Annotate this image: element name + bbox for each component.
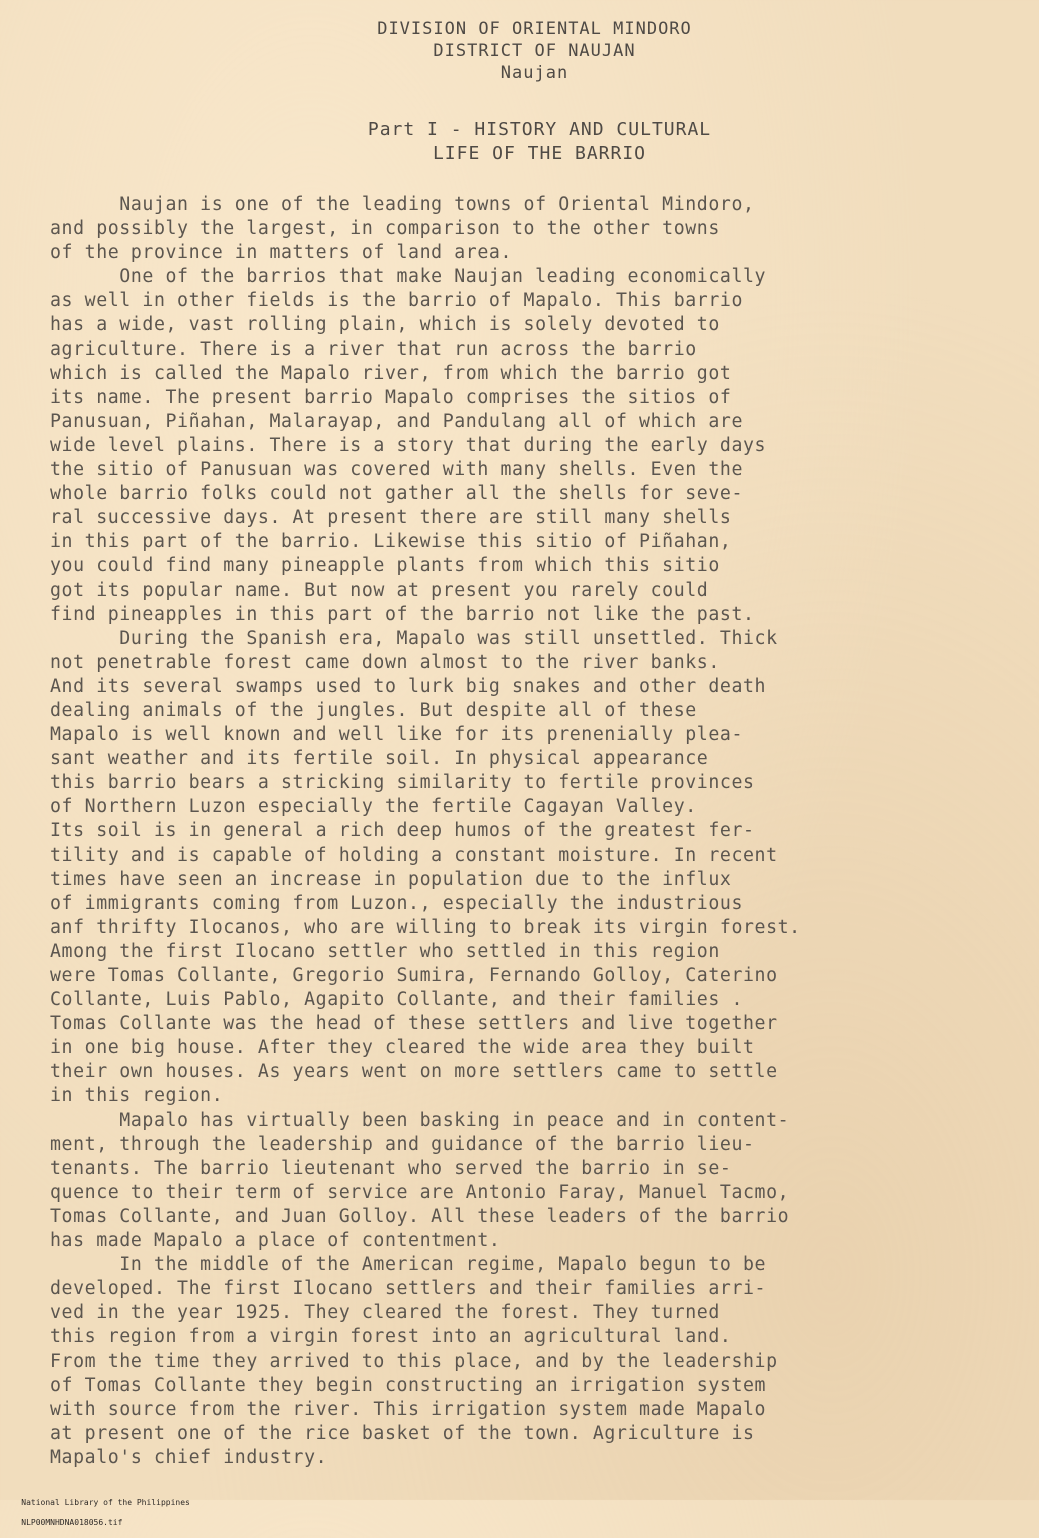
text-line: got its popular name. But now at present you rarely could bbox=[50, 579, 709, 601]
text-line: Mapalo's chief industry. bbox=[50, 1446, 328, 1468]
text-line: Mapalo is well known and well like for its prenenially plea- bbox=[50, 724, 743, 746]
text-line: tenants. The barrio lieutenant who served the barrio in se- bbox=[50, 1157, 732, 1179]
text-line: of Tomas Collante they begin constructing an irrigation system bbox=[50, 1374, 767, 1396]
footer-library-name: National Library of the Philippines bbox=[21, 1498, 190, 1507]
text-line: of the province in matters of land area. bbox=[50, 242, 512, 264]
text-line: with source from the river. This irrigation system made Mapalo bbox=[50, 1398, 767, 1420]
text-line: Mapalo has virtually been basking in peace and in content- bbox=[50, 1109, 790, 1131]
text-line: From the time they arrived to this place, and by the leadership bbox=[50, 1350, 778, 1372]
text-line: Tomas Collante was the head of these settlers and live together bbox=[50, 1013, 778, 1035]
text-line: this region from a virgin forest into an agricultural land. bbox=[50, 1326, 732, 1348]
part-title-line-1: Part I - HISTORY AND CULTURAL bbox=[367, 119, 712, 140]
text-line: tility and is capable of holding a constant moisture. In recent bbox=[50, 844, 778, 866]
text-line: you could find many pineapple plants from which this sitio bbox=[50, 555, 720, 577]
text-line: of Northern Luzon especially the fertile Cagayan Valley. bbox=[50, 796, 697, 818]
text-line: in this part of the barrio. Likewise this sitio of Piñahan, bbox=[50, 531, 732, 553]
scan-footer bbox=[2, 1488, 1032, 1538]
text-line: of immigrants coming from Luzon., especially the industrious bbox=[50, 892, 743, 914]
text-line: has made Mapalo a place of contentment. bbox=[50, 1230, 501, 1252]
text-line: has a wide, vast rolling plain, which is solely devoted to bbox=[50, 314, 720, 336]
district-heading: DISTRICT OF NAUJAN bbox=[433, 41, 636, 61]
text-line: whole barrio folks could not gather all the shells for seve- bbox=[50, 483, 743, 505]
text-line: in this region. bbox=[50, 1085, 224, 1107]
text-line: developed. The first Ilocano settlers and their families arri- bbox=[50, 1278, 767, 1300]
text-line: anf thrifty Ilocanos, who are willing to break its virgin forest. bbox=[50, 916, 801, 938]
text-line: as well in other fields is the barrio of Mapalo. This barrio bbox=[50, 290, 743, 312]
text-line: were Tomas Collante, Gregorio Sumira, Fernando Golloy, Caterino bbox=[50, 965, 778, 986]
text-line: find pineapples in this part of the barrio not like the past. bbox=[50, 603, 755, 625]
text-line: wide level plains. There is a story that during the early days bbox=[50, 434, 767, 456]
town-heading: Naujan bbox=[500, 63, 569, 83]
text-line: Naujan is one of the leading towns of Oriental Mindoro, bbox=[50, 194, 755, 215]
text-line: quence to their term of service are Antonio Faray, Manuel Tacmo, bbox=[50, 1181, 790, 1203]
text-line: this barrio bears a stricking similarity to fertile provinces bbox=[50, 772, 755, 794]
text-line: their own houses. As years went on more settlers came to settle bbox=[50, 1061, 778, 1083]
text-line: Collante, Luis Pablo, Agapito Collante, and their families . bbox=[50, 989, 743, 1011]
text-line: sant weather and its fertile soil. In physical appearance bbox=[50, 748, 709, 770]
body-text bbox=[50, 193, 1000, 1470]
text-line: ment, through the leadership and guidance of the barrio lieu- bbox=[50, 1133, 755, 1155]
text-line: Its soil is in general a rich deep humos of the greatest fer- bbox=[50, 820, 755, 842]
text-line: One of the barrios that make Naujan leading economically bbox=[50, 266, 767, 288]
footer-file-name: NLP00MNHDNA018056.tif bbox=[21, 1518, 123, 1527]
text-line: and possibly the largest, in comparison to the other towns bbox=[50, 218, 720, 240]
document-header bbox=[0, 18, 1039, 84]
text-line: Among the first Ilocano settler who settled in this region bbox=[50, 940, 720, 962]
text-line: which is called the Mapalo river, from which the barrio got bbox=[50, 362, 732, 384]
text-line: at present one of the rice basket of the town. Agriculture is bbox=[50, 1422, 755, 1444]
text-line: Tomas Collante, and Juan Golloy. All these leaders of the barrio bbox=[50, 1205, 790, 1227]
text-line: not penetrable forest came down almost to the river banks. bbox=[50, 651, 720, 673]
text-line: And its several swamps used to lurk big snakes and other death bbox=[50, 675, 767, 697]
text-line: During the Spanish era, Mapalo was still unsettled. Thick bbox=[50, 627, 778, 649]
part-title bbox=[0, 118, 1039, 166]
text-line: times have seen an increase in population due to the influx bbox=[50, 868, 732, 890]
text-line: dealing animals of the jungles. But despite all of these bbox=[50, 699, 697, 721]
text-line: ved in the year 1925. They cleared the forest. They turned bbox=[50, 1302, 720, 1324]
text-line: Panusuan, Piñahan, Malarayap, and Pandulang all of which are bbox=[50, 410, 743, 432]
part-title-line-2: LIFE OF THE BARRIO bbox=[432, 143, 647, 164]
text-line: its name. The present barrio Mapalo comprises the sitios of bbox=[50, 386, 732, 408]
text-line: In the middle of the American regime, Mapalo begun to be bbox=[50, 1254, 767, 1276]
text-line: agriculture. There is a river that run across the barrio bbox=[50, 338, 697, 360]
text-line: the sitio of Panusuan was covered with many shells. Even the bbox=[50, 459, 743, 481]
text-line: ral successive days. At present there are still many shells bbox=[50, 507, 732, 529]
text-line: in one big house. After they cleared the wide area they built bbox=[50, 1037, 755, 1059]
division-heading: DIVISION OF ORIENTAL MINDORO bbox=[377, 19, 692, 39]
